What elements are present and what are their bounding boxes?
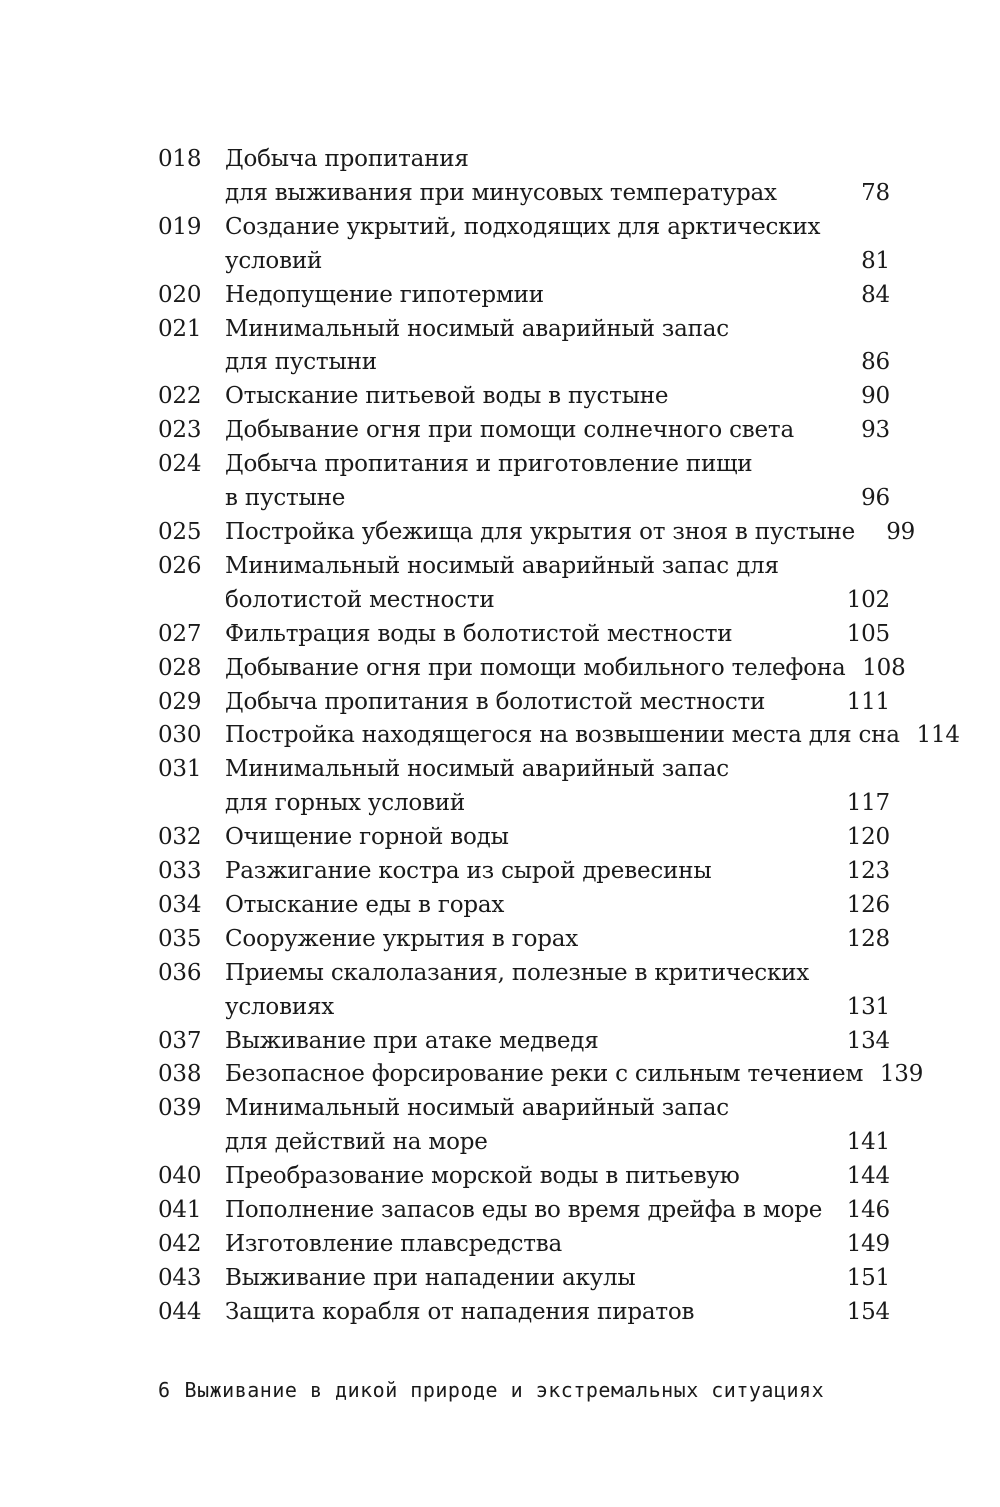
- toc-entry: [158, 618, 890, 652]
- toc-entry-title-line: для горных условий: [225, 790, 466, 817]
- toc-entry-number: 041: [158, 1197, 202, 1224]
- toc-entry: [158, 652, 906, 686]
- toc-entry-title-line: Отыскание питьевой воды в пустыне: [225, 383, 669, 410]
- footer-page-number: 6: [158, 1378, 171, 1402]
- toc-entry-title: [225, 618, 830, 652]
- toc-entry-page: 141: [846, 1129, 890, 1156]
- toc-entry-number: 027: [158, 620, 202, 647]
- toc-entry-title-line: Пополнение запасов еды во время дрейфа в море: [225, 1197, 823, 1224]
- toc-entry-title: [225, 143, 830, 211]
- toc-entry: [158, 821, 890, 855]
- toc-entry-title-line: Фильтрация воды в болотистой местности: [225, 620, 733, 647]
- toc-entry: [158, 380, 890, 414]
- toc-entry-page: 154: [846, 1298, 890, 1325]
- toc-entry-number: 029: [158, 688, 202, 715]
- toc-entry-title-line: Преобразование морской воды в питьевую: [225, 1163, 740, 1190]
- toc-entry-page: 146: [846, 1197, 890, 1224]
- toc-entry: [158, 1228, 890, 1262]
- toc-entry: [158, 1092, 890, 1160]
- toc-entry: [158, 686, 890, 720]
- toc-entry-title: [225, 1058, 863, 1092]
- toc-entry: [158, 855, 890, 889]
- toc-entry-title-line: Приемы скалолазания, полезные в критических: [225, 959, 810, 986]
- toc-entry-number: 020: [158, 281, 202, 308]
- toc-entry-number: 044: [158, 1298, 202, 1325]
- toc-entry-title: [225, 516, 855, 550]
- toc-entry-title: [225, 957, 830, 1025]
- toc-entry-title: [225, 719, 900, 753]
- toc-entry-number: 037: [158, 1027, 202, 1054]
- toc-entry-title-line: для действий на море: [225, 1129, 488, 1156]
- toc-entry-page: 126: [846, 891, 890, 918]
- toc-entry-title-line: Добывание огня при помощи солнечного света: [225, 417, 794, 444]
- toc-entry: [158, 448, 890, 516]
- toc-entry: [158, 753, 890, 821]
- toc-entry-title-line: Добыча пропитания: [225, 146, 469, 172]
- toc-entry: [158, 719, 960, 753]
- toc-entry-title: [225, 448, 830, 516]
- toc-entry-page: 102: [846, 586, 890, 613]
- toc-entry-page: 78: [861, 179, 890, 206]
- toc-entry-title: [225, 889, 830, 923]
- toc-entry-number: 028: [158, 654, 202, 681]
- toc-entry-title: [225, 380, 830, 414]
- toc-entry: [158, 1296, 890, 1330]
- toc-entry-title-line: в пустыне: [225, 485, 346, 512]
- toc-entry-title: [225, 1228, 830, 1262]
- toc-entry-page: 81: [861, 247, 890, 274]
- toc-entry-number: 042: [158, 1231, 202, 1257]
- footer-book-title: Выживание в дикой природе и экстремальных ситуациях: [184, 1378, 825, 1402]
- toc-entry-title-line: Разжигание костра из сырой древесины: [225, 858, 712, 885]
- toc-entry-number: 021: [158, 315, 202, 342]
- toc-entry-title: [225, 1194, 830, 1228]
- toc-entry-title-line: Добыча пропитания в болотистой местности: [225, 688, 766, 715]
- toc-entry-title-line: Отыскание еды в горах: [225, 891, 505, 918]
- toc-entry: [158, 1025, 890, 1059]
- toc-entry-page: 84: [861, 281, 890, 308]
- toc-entry-title-line: Недопущение гипотермии: [225, 281, 544, 308]
- toc-entry-number: 036: [158, 959, 202, 986]
- toc-entry-title: [225, 1092, 830, 1160]
- toc-entry-title: [225, 279, 830, 313]
- toc-entry-number: 031: [158, 756, 202, 783]
- toc-entry-page: 131: [846, 993, 890, 1020]
- toc-entry-title-line: Очищение горной воды: [225, 824, 509, 851]
- toc-entry-title-line: Постройка убежища для укрытия от зноя в пустыне: [225, 518, 856, 545]
- toc-entry-title-line: Постройка находящегося на возвышении места для сна: [225, 722, 900, 749]
- toc-entry-page: 99: [886, 518, 916, 545]
- toc-entry-page: 96: [861, 485, 890, 512]
- toc-entry-number: 026: [158, 552, 202, 579]
- toc-entry-title: [225, 855, 830, 889]
- toc-entry-number: 019: [158, 213, 202, 240]
- toc-entry-page: 90: [861, 383, 890, 410]
- toc-entry: [158, 1262, 890, 1296]
- toc-entry-number: 023: [158, 417, 202, 444]
- toc-entry-title: [225, 686, 830, 720]
- toc-entry: [158, 516, 916, 550]
- toc-entry: [158, 923, 890, 957]
- toc-entry-number: 030: [158, 722, 202, 749]
- toc-entry-title: [225, 211, 830, 279]
- toc-entry-title-line: для выживания при минусовых температурах: [225, 179, 777, 206]
- toc-entry-page: 108: [862, 654, 906, 681]
- toc-entry-title: [225, 1160, 830, 1194]
- toc-entry-title-line: условий: [225, 247, 323, 274]
- toc-entry-page: 128: [846, 925, 890, 952]
- table-of-contents: [158, 143, 960, 1330]
- toc-entry: [158, 143, 890, 211]
- toc-entry-page: 144: [846, 1163, 890, 1190]
- toc-entry-title: [225, 1262, 830, 1296]
- toc-entry-title-line: Минимальный носимый аварийный запас: [225, 756, 729, 783]
- toc-entry-page: 117: [846, 790, 890, 817]
- toc-entry-title-line: Добыча пропитания и приготовление пищи: [225, 451, 753, 478]
- toc-entry-title: [225, 1025, 830, 1059]
- toc-entry-title-line: Изготовление плавсредства: [225, 1231, 563, 1257]
- toc-entry-number: 035: [158, 925, 202, 952]
- toc-entry-title: [225, 414, 830, 448]
- toc-entry: [158, 1194, 890, 1228]
- toc-entry-page: 120: [846, 824, 890, 851]
- toc-entry-number: 040: [158, 1163, 202, 1190]
- toc-entry-title-line: Минимальный носимый аварийный запас для: [225, 552, 779, 579]
- toc-entry-page: 139: [879, 1061, 924, 1088]
- toc-entry-title: [225, 923, 830, 957]
- toc-entry-title-line: Сооружение укрытия в горах: [225, 925, 579, 952]
- toc-entry: [158, 957, 890, 1025]
- toc-entry-page: 134: [846, 1027, 890, 1054]
- toc-entry-title-line: Безопасное форсирование реки с сильным течением: [225, 1061, 864, 1088]
- toc-entry-number: 033: [158, 858, 202, 885]
- toc-entry-page: 105: [846, 620, 890, 647]
- toc-entry-title-line: для пустыни: [225, 349, 377, 376]
- toc-entry: [158, 550, 890, 618]
- toc-entry-title-line: Защита корабля от нападения пиратов: [225, 1298, 695, 1325]
- toc-entry-title-line: Добывание огня при помощи мобильного телефона: [225, 654, 846, 681]
- toc-entry-title: [225, 753, 830, 821]
- toc-entry-title: [225, 821, 830, 855]
- toc-entry: [158, 313, 890, 381]
- toc-entry-title-line: Создание укрытий, подходящих для арктических: [225, 213, 821, 240]
- toc-entry-title-line: Минимальный носимый аварийный запас: [225, 315, 729, 342]
- toc-entry-title-line: Выживание при атаке медведя: [225, 1027, 599, 1054]
- toc-entry-title-line: Минимальный носимый аварийный запас: [225, 1095, 729, 1122]
- toc-entry: [158, 1160, 890, 1194]
- toc-entry: [158, 414, 890, 448]
- toc-entry-page: 123: [846, 858, 890, 885]
- toc-entry-page: 149: [846, 1231, 890, 1257]
- toc-entry-page: 93: [861, 417, 890, 444]
- toc-entry-number: 039: [158, 1095, 202, 1122]
- toc-entry-page: 114: [916, 722, 960, 749]
- toc-entry-number: 038: [158, 1061, 202, 1088]
- toc-entry-number: 043: [158, 1264, 202, 1291]
- toc-entry: [158, 889, 890, 923]
- toc-entry-page: 151: [846, 1264, 890, 1291]
- toc-entry-title: [225, 550, 830, 618]
- toc-entry-page: 86: [861, 349, 890, 376]
- toc-entry: [158, 211, 890, 279]
- toc-entry: [158, 1058, 924, 1092]
- toc-entry-title: [225, 313, 830, 381]
- toc-entry-number: 022: [158, 383, 202, 410]
- toc-entry-title-line: болотистой местности: [225, 586, 495, 613]
- toc-entry-number: 034: [158, 891, 202, 918]
- toc-entry-number: 024: [158, 451, 202, 478]
- toc-entry-number: 025: [158, 518, 202, 545]
- page-footer: [158, 1378, 824, 1402]
- toc-entry-title-line: условиях: [225, 993, 335, 1020]
- toc-entry-number: 018: [158, 146, 202, 172]
- toc-entry-title: [225, 652, 846, 686]
- toc-entry-page: 111: [846, 688, 890, 715]
- toc-entry: [158, 279, 890, 313]
- toc-entry-title-line: Выживание при нападении акулы: [225, 1264, 636, 1291]
- toc-entry-number: 032: [158, 824, 202, 851]
- toc-entry-title: [225, 1296, 830, 1330]
